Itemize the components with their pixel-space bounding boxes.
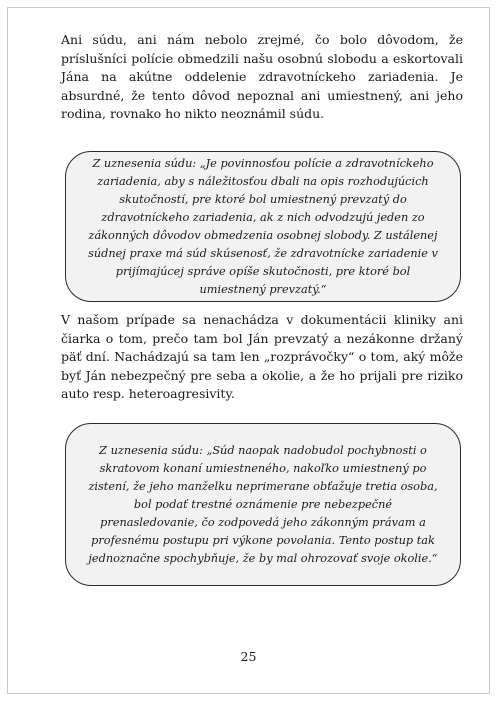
paragraph-clinic-documentation: V našom prípade sa nenachádza v dokumentácii kliniky ani čiarka o tom, prečo tam bol Ján prevzatý a nezákonne držaný päť dní. Nachádzajú sa tam len „rozprávočky“ o tom, aký môže byť Ján nebezpečný pre seba a okolie, a že ho prijali pre riziko auto resp. heteroagresivity.	[61, 312, 463, 402]
court-quote-text: Z uznesenia súdu: „Súd naopak nadobudol pochybnosti o skratovom konaní umiestneného, nakoľko umiestnený po zistení, že jeho manželku neprimerane obťažuje tretia osoba, bol podať trestné oznámenie pre nebezpečné prenasledovanie, čo zodpovedá jeho zákonným právam a profesnému postupu pri výkone povolania. Tento postup tak jednoznačne spochybňuje, že by mal ohrozovať svoje okolie.“	[88, 443, 438, 565]
document-page	[7, 7, 490, 694]
court-quote-box	[65, 423, 461, 586]
court-quote-box	[65, 151, 461, 302]
page-number: 25	[240, 649, 257, 664]
paragraph-court-reason: Ani súdu, ani nám nebolo zrejmé, čo bolo dôvodom, že príslušníci polície obmedzili našu osobnú slobodu a eskortovali Jána na akútne oddelenie zdravotníckeho zariadenia. Je absurdné, že tento dôvod nepoznal ani umiestnený, ani jeho rodina, rovnako ho nikto neoznámil súdu.	[61, 32, 463, 122]
court-quote-text: Z uznesenia súdu: „Je povinnosťou polície a zdravotníckeho zariadenia, aby s náležitosťou dbali na opis rozhodujúcich skutočností, pre ktoré bol umiestnený prevzatý do zdravotníckeho zariadenia, ak z nich odvodzujú jeden zo zákonných dôvodov obmedzenia osobnej slobody. Z ustálenej súdnej praxe má súd skúsenosť, že zdravotnícke zariadenie v prijímajúcej správe opíše skutočnosti, pre ktoré bol umiestnený prevzatý.“	[88, 156, 438, 296]
